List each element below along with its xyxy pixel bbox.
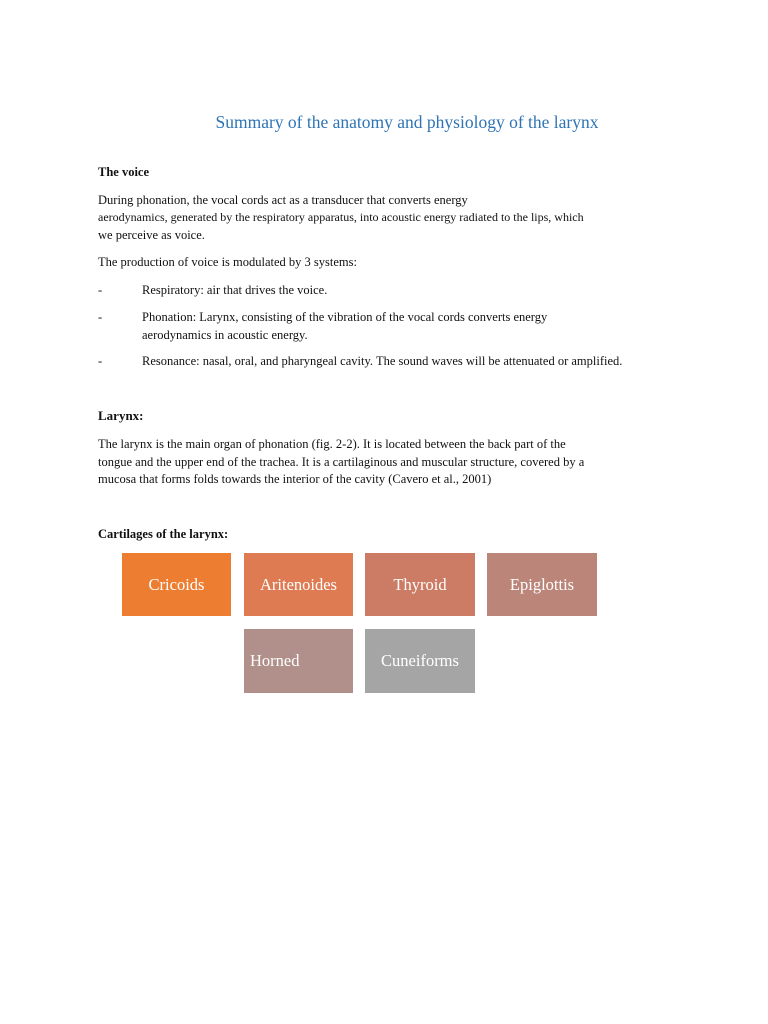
cartilage-label: Horned [250,651,300,670]
cartilage-box-thyroid [365,553,475,616]
voice-heading: The voice [98,165,150,179]
cartilage-label: Cricoids [148,574,205,594]
bullet-phonation-line1: Phonation: Larynx, consisting of the vibration of the vocal cords converts energy [142,310,548,324]
larynx-para-line3: mucosa that forms folds towards the interior of the cavity (Cavero et al., 2001) [98,472,492,486]
larynx-para-line1: The larynx is the main organ of phonation (fig. 2-2). It is located between the back part of the [98,437,566,451]
voice-para1-line1: During phonation, the vocal cords act as a transducer that converts energy [98,193,468,207]
larynx-heading: Larynx: [98,408,144,423]
bullet-respiratory: Respiratory: air that drives the voice. [142,283,328,297]
bullet-dash: - [98,283,103,297]
larynx-para-line2: tongue and the upper end of the trachea. It is a cartilaginous and muscular structure, covered by a [98,455,585,469]
cartilage-box-epiglottis [487,553,597,616]
cartilage-box-cuneiforms [365,629,475,693]
bullet-dash: - [98,354,103,368]
cartilages-heading: Cartilages of the larynx: [98,527,229,541]
cartilage-label: Aritenoides [260,574,337,594]
voice-para2: The production of voice is modulated by 3 systems: [98,255,357,269]
cartilage-box-horned [244,629,353,693]
bullet-phonation-line2: aerodynamics in acoustic energy. [142,328,308,342]
cartilage-label: Thyroid [393,574,447,594]
voice-para1-line2: aerodynamics, generated by the respiratory apparatus, into acoustic energy radiated to the lips, which [98,210,584,224]
voice-para1-line3: we perceive as voice. [98,228,205,242]
cartilage-box-aritenoides [244,553,353,616]
bullet-resonance: Resonance: nasal, oral, and pharyngeal cavity. The sound waves will be attenuated or amplified. [142,354,623,368]
bullet-dash: - [98,310,103,324]
cartilage-label: Epiglottis [509,574,575,594]
cartilage-label: Cuneiforms [381,651,459,670]
page-title: Summary of the anatomy and physiology of the larynx [215,112,599,132]
cartilage-box-cricoids [122,553,231,616]
